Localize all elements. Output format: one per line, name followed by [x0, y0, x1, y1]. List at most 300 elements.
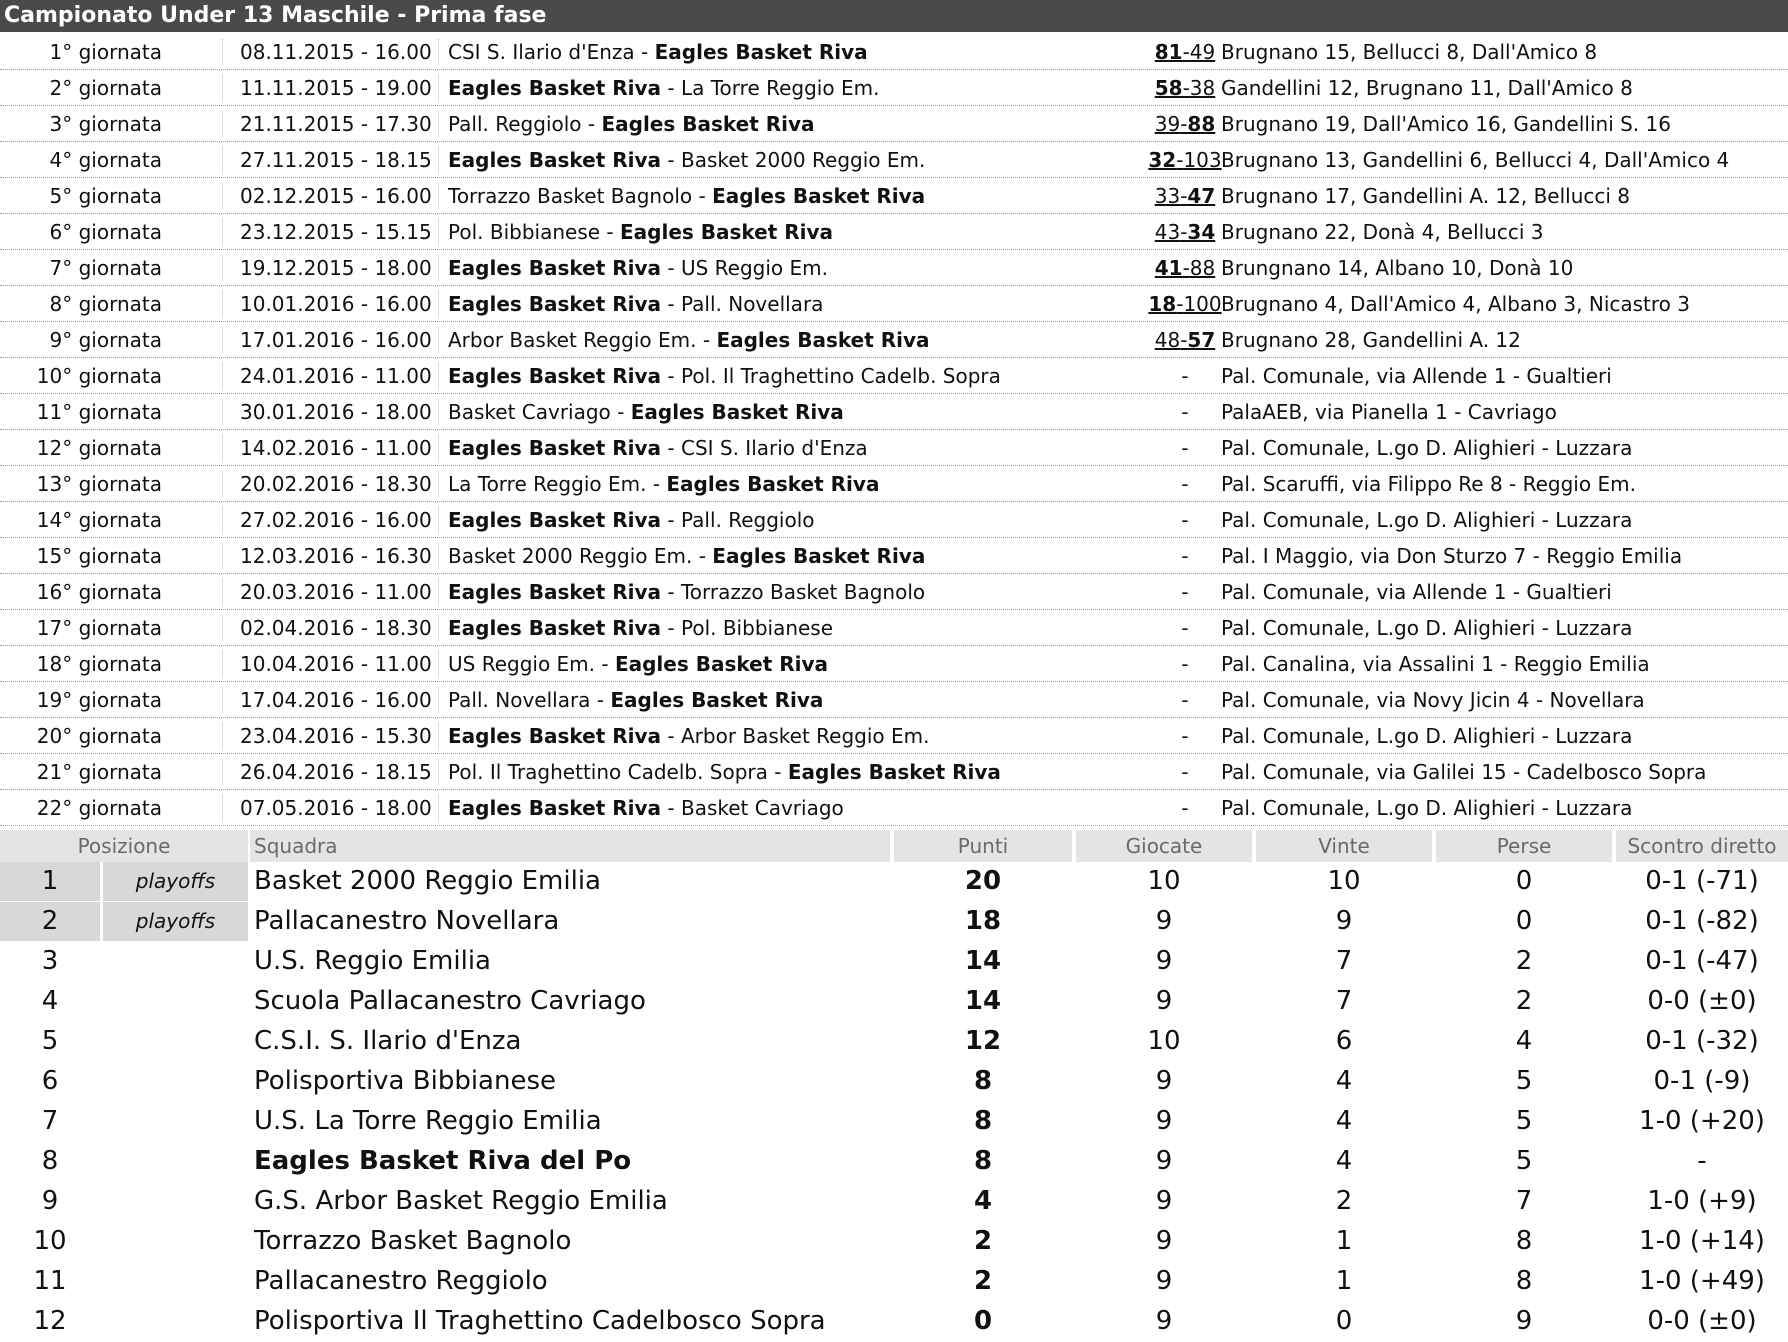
standing-team: Pallacanestro Novellara	[254, 906, 560, 936]
game-home-team: Eagles Basket Riva	[448, 508, 662, 532]
game-separator: -	[767, 760, 788, 784]
standing-played: 9	[1155, 946, 1173, 976]
score-separator: -	[1180, 184, 1188, 208]
game-separator: -	[610, 400, 631, 424]
game-round: 13° giornata	[36, 472, 162, 496]
standing-points: 18	[964, 906, 1002, 936]
column-divider	[438, 399, 439, 425]
column-divider	[222, 219, 223, 245]
standing-lost: 5	[1515, 1106, 1533, 1136]
game-away-team: US Reggio Em.	[680, 256, 828, 280]
game-home-team: Eagles Basket Riva	[448, 76, 662, 100]
game-away-team: Eagles Basket Riva	[601, 112, 815, 136]
game-datetime: 02.12.2015 - 16.00	[240, 184, 432, 208]
game-score: -	[1181, 472, 1189, 496]
score-home: 33	[1154, 184, 1181, 208]
standings-header	[0, 830, 1788, 862]
game-match	[448, 682, 823, 718]
column-divider	[438, 723, 439, 749]
game-score: -	[1181, 580, 1189, 604]
standings-row	[0, 982, 1788, 1022]
game-home-team: Eagles Basket Riva	[448, 724, 662, 748]
score-away: 103	[1183, 148, 1222, 172]
column-divider	[438, 327, 439, 353]
column-divider	[438, 687, 439, 713]
score-home: 43	[1154, 220, 1181, 244]
game-info: Brugnano 17, Gandellini A. 12, Bellucci 8	[1221, 184, 1631, 208]
column-divider	[438, 435, 439, 461]
standings-row	[0, 862, 1788, 902]
game-home-team: US Reggio Em.	[448, 652, 596, 676]
standing-direct: 1-0 (+9)	[1647, 1186, 1757, 1216]
column-divider	[222, 651, 223, 677]
standings-row	[0, 1262, 1788, 1302]
game-round: 22° giornata	[36, 796, 162, 820]
game-datetime: 17.01.2016 - 16.00	[240, 328, 432, 352]
column-divider	[222, 759, 223, 785]
score-away: 47	[1187, 184, 1216, 208]
game-separator: -	[661, 256, 681, 280]
standing-won: 10	[1327, 866, 1361, 896]
game-home-team: CSI S. Ilario d'Enza	[448, 40, 635, 64]
game-row	[0, 394, 1788, 430]
game-datetime: 11.11.2015 - 19.00	[240, 76, 432, 100]
score-home: 58	[1154, 76, 1183, 100]
standing-won: 7	[1335, 946, 1353, 976]
game-datetime: 23.12.2015 - 15.15	[240, 220, 432, 244]
game-match	[448, 574, 925, 610]
standing-won: 0	[1335, 1306, 1353, 1336]
column-divider	[438, 615, 439, 641]
game-home-team: Eagles Basket Riva	[448, 364, 662, 388]
standing-lost: 2	[1515, 946, 1533, 976]
game-score: -	[1181, 436, 1189, 460]
column-divider	[438, 291, 439, 317]
standings-row	[0, 1062, 1788, 1102]
standing-lost: 7	[1515, 1186, 1533, 1216]
game-round: 3° giornata	[49, 112, 162, 136]
column-divider	[438, 651, 439, 677]
game-match	[448, 430, 868, 466]
column-divider	[222, 255, 223, 281]
column-divider	[438, 795, 439, 821]
game-row	[0, 574, 1788, 610]
game-round: 11° giornata	[36, 400, 162, 424]
game-score: -	[1181, 616, 1189, 640]
game-round: 7° giornata	[49, 256, 162, 280]
game-separator: -	[595, 652, 615, 676]
game-info: Brugnano 13, Gandellini 6, Bellucci 4, Dall'Amico 4	[1221, 148, 1730, 172]
game-row	[0, 754, 1788, 790]
header-lost: Perse	[1436, 830, 1612, 862]
standing-team: Polisportiva Bibbianese	[254, 1066, 556, 1096]
standing-points: 14	[964, 946, 1002, 976]
score-away: 49	[1189, 40, 1216, 64]
game-round: 12° giornata	[36, 436, 162, 460]
game-separator: -	[581, 112, 602, 136]
game-home-team: Pol. Bibbianese	[448, 220, 601, 244]
game-datetime: 12.03.2016 - 16.30	[240, 544, 432, 568]
game-match	[448, 286, 823, 322]
game-separator: -	[661, 292, 681, 316]
game-match	[448, 466, 879, 502]
header-played: Giocate	[1076, 830, 1252, 862]
standing-played: 9	[1155, 1306, 1173, 1336]
standing-team: G.S. Arbor Basket Reggio Emilia	[254, 1186, 668, 1216]
game-datetime: 23.04.2016 - 15.30	[240, 724, 432, 748]
score-separator: -	[1180, 112, 1188, 136]
score-away: 88	[1187, 112, 1216, 136]
standing-direct: 0-0 (±0)	[1647, 986, 1757, 1016]
standing-direct: 0-1 (-9)	[1653, 1066, 1751, 1096]
game-home-team: Eagles Basket Riva	[448, 148, 662, 172]
standing-team: Torrazzo Basket Bagnolo	[254, 1226, 572, 1256]
game-score: -	[1181, 652, 1189, 676]
game-info: Pal. Comunale, L.go D. Alighieri - Luzzara	[1221, 508, 1633, 532]
game-home-team: Eagles Basket Riva	[448, 436, 662, 460]
score-separator: -	[1182, 256, 1190, 280]
game-away-team: Torrazzo Basket Bagnolo	[680, 580, 926, 604]
game-home-team: Eagles Basket Riva	[448, 256, 662, 280]
game-row	[0, 610, 1788, 646]
game-datetime: 07.05.2016 - 18.00	[240, 796, 432, 820]
standing-won: 4	[1335, 1146, 1353, 1176]
standing-lost: 9	[1515, 1306, 1533, 1336]
game-separator: -	[661, 616, 681, 640]
standing-played: 9	[1155, 1226, 1173, 1256]
game-datetime: 24.01.2016 - 11.00	[240, 364, 432, 388]
game-row	[0, 538, 1788, 574]
column-divider	[438, 759, 439, 785]
column-divider	[222, 147, 223, 173]
game-info: PalaAEB, via Pianella 1 - Cavriago	[1221, 400, 1557, 424]
game-round: 20° giornata	[36, 724, 162, 748]
game-round: 5° giornata	[49, 184, 162, 208]
game-row	[0, 322, 1788, 358]
standing-played: 9	[1155, 1146, 1173, 1176]
score-home: 41	[1154, 256, 1183, 280]
standing-direct: 0-1 (-71)	[1645, 866, 1759, 896]
standing-position: 10	[33, 1226, 67, 1256]
game-score: -	[1181, 364, 1189, 388]
game-match	[448, 322, 930, 358]
game-datetime: 20.02.2016 - 18.30	[240, 472, 432, 496]
column-divider	[222, 399, 223, 425]
game-away-team: CSI S. Ilario d'Enza	[680, 436, 868, 460]
game-datetime: 26.04.2016 - 18.15	[240, 760, 432, 784]
game-away-team: Basket 2000 Reggio Em.	[680, 148, 926, 172]
game-info: Pal. Canalina, via Assalini 1 - Reggio Emilia	[1221, 652, 1650, 676]
game-datetime: 27.11.2015 - 18.15	[240, 148, 432, 172]
game-score: -	[1181, 796, 1189, 820]
game-info: Brungnano 14, Albano 10, Donà 10	[1221, 256, 1574, 280]
column-divider	[438, 219, 439, 245]
standing-direct: 0-0 (±0)	[1647, 1306, 1757, 1336]
game-home-team: Pall. Reggiolo	[448, 112, 582, 136]
standing-team: Eagles Basket Riva del Po	[254, 1146, 632, 1176]
game-home-team: Eagles Basket Riva	[448, 616, 662, 640]
score-home: 39	[1154, 112, 1181, 136]
game-datetime: 10.01.2016 - 16.00	[240, 292, 432, 316]
game-row	[0, 718, 1788, 754]
game-away-team: Eagles Basket Riva	[630, 400, 844, 424]
standing-lost: 0	[1515, 866, 1533, 896]
standing-position: 7	[41, 1106, 59, 1136]
playoffs-badge: playoffs	[103, 902, 248, 941]
score-separator: -	[1182, 76, 1190, 100]
header-points: Punti	[894, 830, 1072, 862]
column-divider	[222, 327, 223, 353]
game-match	[448, 106, 815, 142]
game-away-team: Eagles Basket Riva	[654, 40, 868, 64]
score-away: 88	[1189, 256, 1216, 280]
game-datetime: 20.03.2016 - 11.00	[240, 580, 432, 604]
column-divider	[438, 183, 439, 209]
game-score: -	[1181, 544, 1189, 568]
game-away-team: Eagles Basket Riva	[712, 184, 926, 208]
standing-team: C.S.I. S. Ilario d'Enza	[254, 1026, 522, 1056]
standing-points: 8	[973, 1106, 993, 1136]
standing-direct: 0-1 (-82)	[1645, 906, 1759, 936]
score-separator: -	[1180, 328, 1188, 352]
game-match	[448, 790, 844, 826]
standing-points: 4	[973, 1186, 993, 1216]
column-divider	[438, 75, 439, 101]
standing-position: 1	[0, 862, 100, 901]
standing-played: 9	[1155, 986, 1173, 1016]
game-datetime: 02.04.2016 - 18.30	[240, 616, 432, 640]
column-divider	[438, 471, 439, 497]
standing-team: Scuola Pallacanestro Cavriago	[254, 986, 646, 1016]
game-round: 14° giornata	[36, 508, 162, 532]
game-info: Pal. Comunale, L.go D. Alighieri - Luzzara	[1221, 796, 1633, 820]
game-info: Pal. Comunale, via Novy Jicin 4 - Novellara	[1221, 688, 1645, 712]
game-round: 6° giornata	[49, 220, 162, 244]
standing-points: 0	[973, 1306, 993, 1336]
game-info: Brugnano 15, Bellucci 8, Dall'Amico 8	[1221, 40, 1598, 64]
standing-points: 12	[964, 1026, 1002, 1056]
game-home-team: La Torre Reggio Em.	[448, 472, 647, 496]
column-divider	[222, 75, 223, 101]
standing-points: 8	[973, 1146, 993, 1176]
standing-won: 1	[1335, 1266, 1353, 1296]
standing-team: Basket 2000 Reggio Emilia	[254, 866, 601, 896]
game-datetime: 30.01.2016 - 18.00	[240, 400, 432, 424]
game-home-team: Basket Cavriago	[448, 400, 611, 424]
game-away-team: Eagles Basket Riva	[787, 760, 1001, 784]
header-direct: Scontro diretto	[1616, 830, 1788, 862]
game-match	[448, 70, 879, 106]
game-home-team: Pall. Novellara	[448, 688, 591, 712]
column-divider	[222, 795, 223, 821]
column-divider	[222, 39, 223, 65]
header-team: Squadra	[250, 830, 890, 862]
game-row	[0, 178, 1788, 214]
game-round: 10° giornata	[36, 364, 162, 388]
standing-played: 10	[1147, 866, 1181, 896]
standing-position: 6	[41, 1066, 59, 1096]
game-datetime: 14.02.2016 - 11.00	[240, 436, 432, 460]
game-row	[0, 250, 1788, 286]
column-divider	[438, 507, 439, 533]
game-score: -	[1181, 508, 1189, 532]
standings-row	[0, 942, 1788, 982]
standing-position: 8	[41, 1146, 59, 1176]
game-away-team: Pol. Il Traghettino Cadelb. Sopra	[680, 364, 1001, 388]
standings-row	[0, 1302, 1788, 1342]
playoffs-badge: playoffs	[103, 862, 248, 901]
column-divider	[222, 723, 223, 749]
column-divider	[222, 183, 223, 209]
game-row	[0, 682, 1788, 718]
score-away: 34	[1187, 220, 1216, 244]
standing-position: 3	[41, 946, 59, 976]
game-match	[448, 718, 930, 754]
column-divider	[222, 471, 223, 497]
game-separator: -	[661, 76, 681, 100]
standings-row	[0, 1022, 1788, 1062]
game-row	[0, 430, 1788, 466]
column-divider	[222, 291, 223, 317]
game-score: -	[1181, 724, 1189, 748]
game-info: Gandellini 12, Brugnano 11, Dall'Amico 8	[1221, 76, 1633, 100]
column-divider	[222, 615, 223, 641]
score-separator: -	[1180, 220, 1188, 244]
standing-points: 2	[973, 1226, 993, 1256]
game-round: 21° giornata	[36, 760, 162, 784]
standing-played: 10	[1147, 1026, 1181, 1056]
game-datetime: 17.04.2016 - 16.00	[240, 688, 432, 712]
standing-won: 6	[1335, 1026, 1353, 1056]
game-info: Brugnano 28, Gandellini A. 12	[1221, 328, 1521, 352]
game-home-team: Arbor Basket Reggio Em.	[448, 328, 697, 352]
game-match	[448, 538, 925, 574]
game-separator: -	[661, 508, 681, 532]
standings-row	[0, 1222, 1788, 1262]
game-info: Pal. Comunale, via Allende 1 - Gualtieri	[1221, 580, 1612, 604]
standing-won: 1	[1335, 1226, 1353, 1256]
game-datetime: 19.12.2015 - 18.00	[240, 256, 432, 280]
standings-table	[0, 830, 1788, 1342]
standing-points: 2	[973, 1266, 993, 1296]
game-row	[0, 70, 1788, 106]
standing-direct: 0-1 (-47)	[1645, 946, 1759, 976]
standing-points: 8	[973, 1066, 993, 1096]
standing-team: U.S. Reggio Emilia	[254, 946, 491, 976]
game-match	[448, 610, 833, 646]
column-divider	[222, 363, 223, 389]
game-separator: -	[590, 688, 611, 712]
game-separator: -	[600, 220, 620, 244]
standing-lost: 4	[1515, 1026, 1533, 1056]
game-round: 9° giornata	[49, 328, 162, 352]
column-divider	[222, 435, 223, 461]
game-round: 18° giornata	[36, 652, 162, 676]
game-away-team: La Torre Reggio Em.	[680, 76, 880, 100]
game-away-team: Pol. Bibbianese	[680, 616, 834, 640]
score-away: 38	[1189, 76, 1216, 100]
column-divider	[438, 111, 439, 137]
game-away-team: Eagles Basket Riva	[619, 220, 834, 244]
standing-won: 2	[1335, 1186, 1353, 1216]
game-away-team: Arbor Basket Reggio Em.	[680, 724, 930, 748]
game-separator: -	[661, 724, 681, 748]
game-separator: -	[692, 184, 713, 208]
game-separator: -	[634, 40, 655, 64]
game-round: 16° giornata	[36, 580, 162, 604]
game-row	[0, 466, 1788, 502]
game-round: 2° giornata	[49, 76, 162, 100]
game-home-team: Pol. Il Traghettino Cadelb. Sopra	[448, 760, 768, 784]
standing-direct: 1-0 (+20)	[1639, 1106, 1765, 1136]
game-info: Pal. Comunale, via Allende 1 - Gualtieri	[1221, 364, 1612, 388]
standings-body	[0, 862, 1788, 1342]
game-home-team: Basket 2000 Reggio Em.	[448, 544, 693, 568]
standing-won: 4	[1335, 1066, 1353, 1096]
score-separator: -	[1176, 292, 1184, 316]
column-divider	[222, 111, 223, 137]
column-divider	[222, 507, 223, 533]
standing-position: 12	[33, 1306, 67, 1336]
standings-row	[0, 1142, 1788, 1182]
game-away-team: Pall. Reggiolo	[680, 508, 815, 532]
game-round: 19° giornata	[36, 688, 162, 712]
game-away-team: Eagles Basket Riva	[610, 688, 824, 712]
game-home-team: Torrazzo Basket Bagnolo	[448, 184, 693, 208]
game-match	[448, 394, 844, 430]
game-match	[448, 214, 833, 250]
game-home-team: Eagles Basket Riva	[448, 292, 662, 316]
standing-position: 5	[41, 1026, 59, 1056]
game-row	[0, 286, 1788, 322]
game-match	[448, 646, 828, 682]
game-row	[0, 34, 1788, 70]
standing-played: 9	[1155, 1066, 1173, 1096]
column-divider	[438, 579, 439, 605]
standing-played: 9	[1155, 1266, 1173, 1296]
game-round: 1° giornata	[49, 40, 162, 64]
standing-played: 9	[1155, 906, 1173, 936]
column-divider	[222, 579, 223, 605]
game-away-team: Eagles Basket Riva	[712, 544, 926, 568]
game-match	[448, 250, 828, 286]
header-won: Vinte	[1256, 830, 1432, 862]
game-away-team: Eagles Basket Riva	[614, 652, 828, 676]
game-round: 8° giornata	[49, 292, 162, 316]
standing-direct: -	[1697, 1146, 1707, 1176]
game-info: Brugnano 4, Dall'Amico 4, Albano 3, Nicastro 3	[1221, 292, 1691, 316]
game-info: Pal. Comunale, L.go D. Alighieri - Luzzara	[1221, 436, 1633, 460]
column-divider	[222, 543, 223, 569]
page-title: Campionato Under 13 Maschile - Prima fase	[0, 0, 1788, 32]
game-info: Pal. I Maggio, via Don Sturzo 7 - Reggio Emilia	[1221, 544, 1683, 568]
standing-position: 9	[41, 1186, 59, 1216]
game-home-team: Eagles Basket Riva	[448, 580, 662, 604]
column-divider	[438, 147, 439, 173]
score-separator: -	[1182, 40, 1190, 64]
standings-row	[0, 1182, 1788, 1222]
score-separator: -	[1176, 148, 1184, 172]
standing-points: 20	[964, 866, 1002, 896]
score-away: 57	[1187, 328, 1216, 352]
score-home: 48	[1154, 328, 1181, 352]
game-match	[448, 358, 1001, 394]
standings-row	[0, 902, 1788, 942]
column-divider	[438, 543, 439, 569]
game-match	[448, 178, 925, 214]
game-away-team: Pall. Novellara	[680, 292, 824, 316]
game-separator: -	[661, 796, 681, 820]
